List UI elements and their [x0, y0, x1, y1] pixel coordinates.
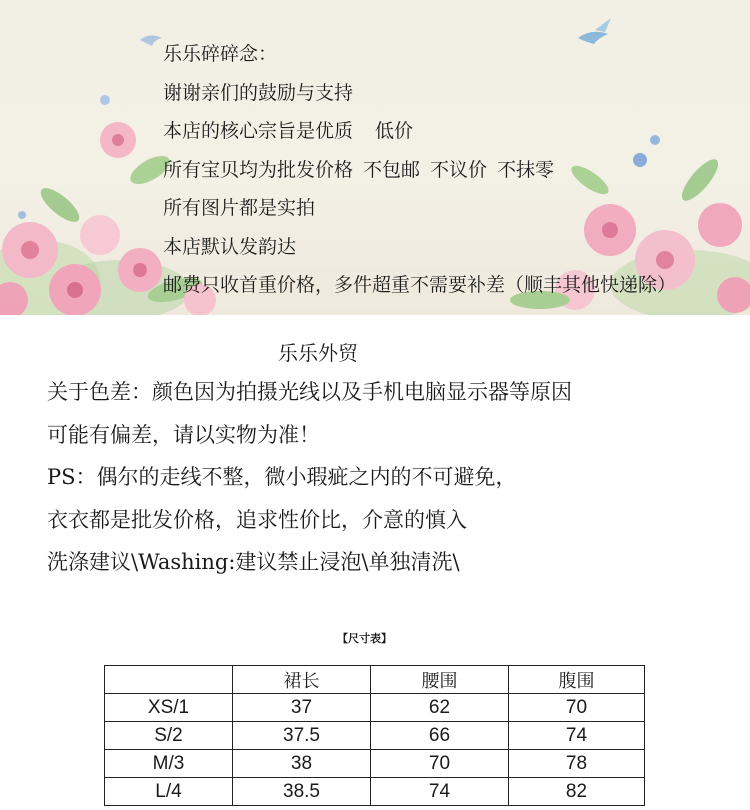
table-cell: 37 — [233, 694, 371, 722]
table-cell: 62 — [371, 694, 509, 722]
table-header-cell — [105, 666, 233, 694]
size-table-caption: 【尺寸表】 — [337, 632, 392, 645]
table-cell: 74 — [509, 722, 645, 750]
notice-line: 本店默认发韵达 — [163, 235, 297, 258]
table-cell: 74 — [371, 778, 509, 806]
table-cell: 66 — [371, 722, 509, 750]
bird-icon — [140, 35, 162, 46]
table-row — [105, 694, 645, 722]
notice-banner — [0, 0, 750, 315]
table-row — [105, 778, 645, 806]
table-cell: M/3 — [105, 750, 233, 778]
table-row — [105, 750, 645, 778]
table-cell: 38.5 — [233, 778, 371, 806]
notice-line: 所有图片都是实拍 — [163, 197, 316, 219]
disclaimer-line: 可能有偏差，请以实物为准！ — [47, 422, 320, 447]
notice-title: 乐乐碎碎念： — [163, 43, 278, 65]
table-cell: 70 — [509, 694, 645, 722]
disclaimer-line: 衣衣都是批发价格，追求性价比，介意的慎入 — [47, 507, 467, 532]
shop-name: 乐乐外贸 — [278, 341, 358, 365]
table-cell: 70 — [371, 750, 509, 778]
table-header-cell: 裙长 — [233, 666, 371, 694]
notice-list — [163, 35, 676, 305]
size-table — [104, 665, 645, 806]
table-header-cell: 腹围 — [509, 666, 645, 694]
notice-line: 谢谢亲们的鼓励与支持 — [163, 81, 354, 104]
table-header-row — [105, 666, 645, 694]
notice-line: 所有宝贝均为批发价格 不包邮 不议价 不抹零 — [163, 158, 555, 181]
table-cell: L/4 — [105, 778, 233, 806]
table-cell: 78 — [509, 750, 645, 778]
table-cell: S/2 — [105, 722, 233, 750]
table-row — [105, 722, 645, 750]
disclaimer-line: 关于色差：颜色因为拍摄光线以及手机电脑显示器等原因 — [47, 380, 572, 404]
notice-line: 本店的核心宗旨是优质 低价 — [163, 120, 414, 142]
table-cell: 38 — [233, 750, 371, 778]
washing-instructions: 洗涤建议\Washing:建议禁止浸泡\单独清洗\ — [47, 550, 460, 574]
table-header-cell: 腰围 — [371, 666, 509, 694]
notice-line: 邮费只收首重价格，多件超重不需要补差（顺丰其他快递除） — [163, 274, 677, 296]
disclaimer-line: PS：偶尔的走线不整，微小瑕疵之内的不可避免， — [47, 465, 517, 489]
table-cell: XS/1 — [105, 694, 233, 722]
table-cell: 37.5 — [233, 722, 371, 750]
disclaimer-text — [47, 371, 572, 584]
table-cell: 82 — [509, 778, 645, 806]
